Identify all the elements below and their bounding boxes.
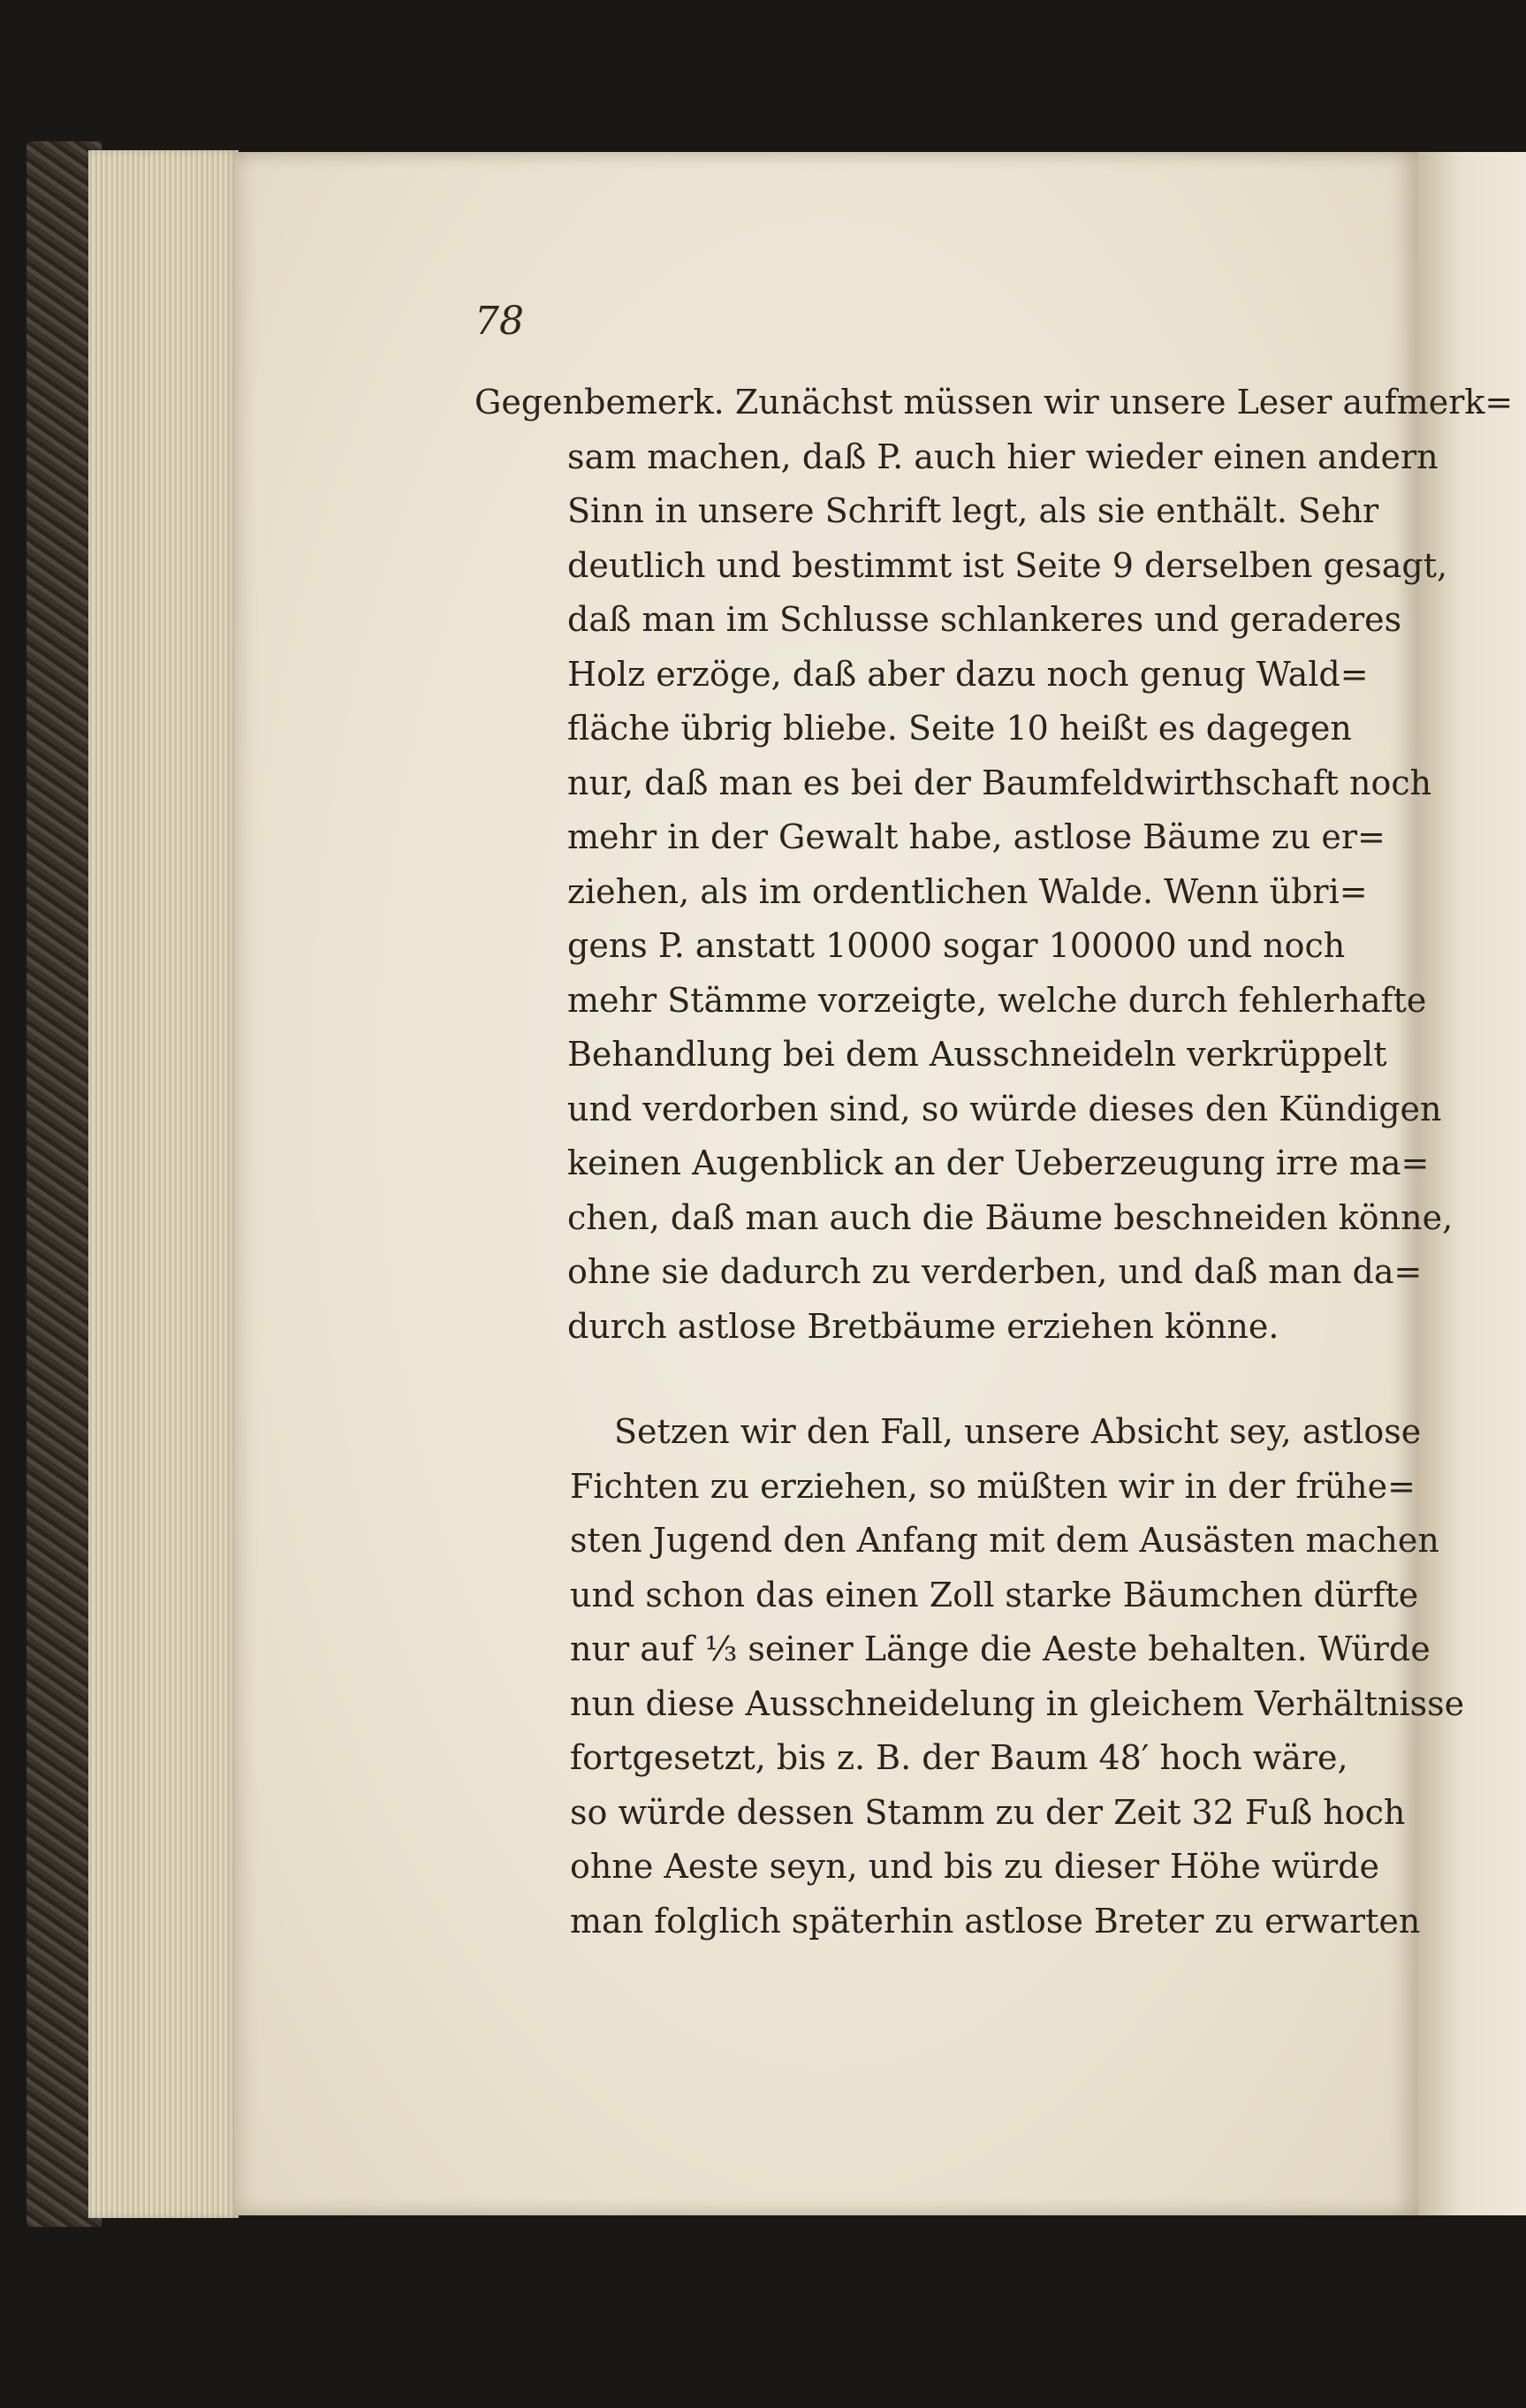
text-line: man folglich späterhin astlose Breter zu erwarten [570,1901,1421,1941]
text-line: Setzen wir den Fall, unsere Absicht sey, astlose [614,1412,1422,1451]
text-line: Fichten zu erziehen, so müßten wir in der frühe= [570,1466,1416,1506]
text-line: gens P. anstatt 10000 sogar 100000 und noch [567,926,1346,965]
text-line: mehr in der Gewalt habe, astlose Bäume zu er= [567,817,1386,856]
text-line: und verdorben sind, so würde dieses den Kündigen [567,1089,1442,1128]
text-line: sam machen, daß P. auch hier wieder einen andern [567,437,1439,476]
text-line: und schon das einen Zoll starke Bäumchen dürfte [570,1575,1419,1614]
paragraph-example [570,1405,1464,1948]
text-line: ohne Aeste seyn, und bis zu dieser Höhe würde [570,1847,1379,1886]
text-line: Gegenbemerk. Zunächst müssen wir unsere Leser aufmerk= [475,383,1514,422]
text-line: ziehen, als im ordentlichen Walde. Wenn übri= [567,871,1368,911]
text-line: daß man im Schlusse schlankeres und geraderes [567,600,1402,639]
text-line: nun diese Ausschneidelung in gleichem Verhältnisse [570,1683,1465,1723]
paragraph-counter-remark [475,376,1513,1354]
text-line: nur, daß man es bei der Baumfeldwirthschaft noch [567,763,1432,802]
text-line: Behandlung bei dem Ausschneideln verkrüppelt [567,1035,1387,1074]
text-line: mehr Stämme vorzeigte, welche durch fehlerhafte [567,980,1427,1020]
text-line: keinen Augenblick an der Ueberzeugung irre ma= [567,1143,1430,1182]
page-stack-edge [88,150,239,2218]
text-line: fortgesetzt, bis z. B. der Baum 48′ hoch wäre, [570,1738,1348,1777]
text-line: chen, daß man auch die Bäume beschneiden könne, [567,1197,1454,1237]
text-line: nur auf ⅓ seiner Länge die Aeste behalten. Würde [570,1629,1431,1668]
text-line: Holz erzöge, daß aber dazu noch genug Wald= [567,654,1369,694]
text-line: Sinn in unsere Schrift legt, als sie enthält. Sehr [567,491,1379,530]
text-line: ohne sie dadurch zu verderben, und daß man da= [567,1252,1423,1291]
text-line: durch astlose Bretbäume erziehen könne. [567,1306,1279,1346]
text-line: deutlich und bestimmt ist Seite 9 derselben gesagt, [567,545,1448,585]
text-line: so würde dessen Stamm zu der Zeit 32 Fuß hoch [570,1792,1406,1832]
page-number: 78 [475,299,524,344]
text-line: fläche übrig bliebe. Seite 10 heißt es dagegen [567,709,1352,748]
text-line: sten Jugend den Anfang mit dem Ausästen machen [570,1521,1439,1560]
